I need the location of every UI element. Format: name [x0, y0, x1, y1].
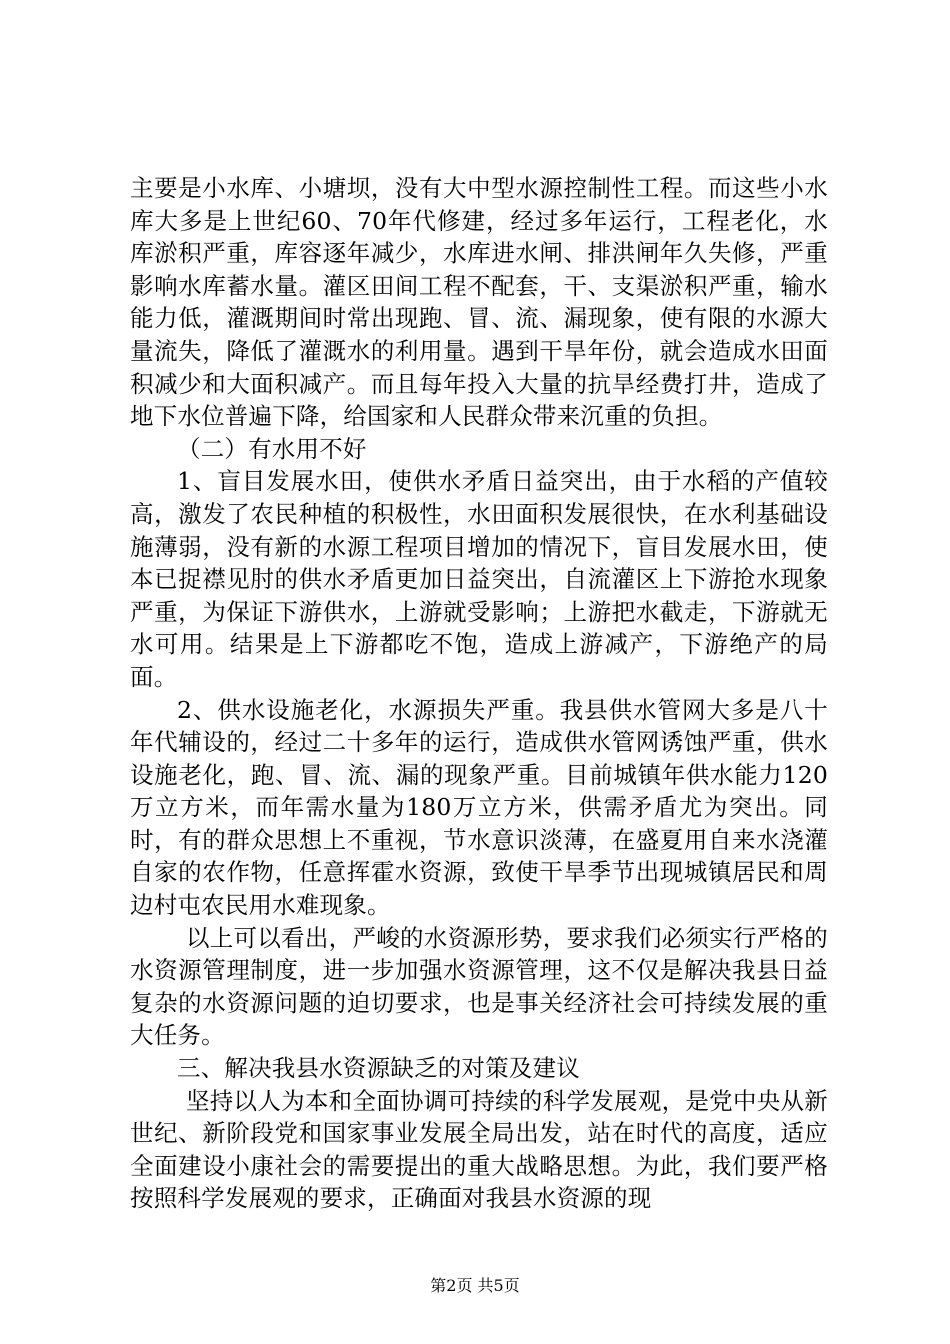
document-body: [130, 172, 828, 1215]
paragraph-paddy-expansion: 1、盲目发展水田，使供水矛盾日益突出，由于水稻的产值较高，激发了农民种植的积极性，水田面积发展很快，在水利基础设施薄弱，没有新的水源工程项目增加的情况下，盲目发展水田，使本已捉襟见肘的供水矛盾更加日益突出，自流灌区上下游抢水现象严重，为保证下游供水，上游就受影响；上游把水截走，下游就无水可用。结果是上下游都吃不饱，造成上游减产，下游绝产的局面。: [130, 467, 828, 691]
page-footer: [0, 1276, 950, 1296]
paragraph-facility-aging: 2、供水设施老化，水源损失严重。我县供水管网大多是八十年代辅设的，经过二十多年的运行，造成供水管网诱蚀严重，供水设施老化，跑、冒、流、漏的现象严重。目前城镇年供水能力120万立方米，而年需水量为180万立方米，供需矛盾尤为突出。同时，有的群众思想上不重视，节水意识淡薄，在盛夏用自来水浇灌自家的农作物，任意挥霍水资源，致使干旱季节出现城镇居民和周边村屯农民用水难现象。: [130, 695, 828, 920]
section-heading-water-use: （二）有水用不好: [177, 434, 367, 463]
page-number: 第2页 共5页: [430, 1276, 520, 1295]
section-heading-countermeasures: 三、解决我县水资源缺乏的对策及建议: [177, 1054, 580, 1083]
paragraph-water-source-status: 主要是小水库、小塘坝，没有大中型水源控制性工程。而这些小水库大多是上世纪60、70年代修建，经过多年运行，工程老化，水库淤积严重，库容逐年减少，水库进水闸、排洪闸年久失修，严重影响水库蓄水量。灌区田间工程不配套，干、支渠淤积严重，输水能力低，灌溉期间时常出现跑、冒、流、漏现象，使有限的水源大量流失，降低了灌溉水的利用量。遇到干旱年份，就会造成水田面积减少和大面积减产。而且每年投入大量的抗旱经费打井，造成了地下水位普遍下降，给国家和人民群众带来沉重的负担。: [130, 174, 828, 431]
paragraph-scientific-development: 坚持以人为本和全面协调可持续的科学发展观，是党中央从新世纪、新阶段党和国家事业发展全局出发，站在时代的高度，适应全面建设小康社会的需要提出的重大战略思想。为此，我们要严格按照科学发展观的要求，正确面对我县水资源的现: [130, 1086, 828, 1213]
paragraph-summary: 以上可以看出，严峻的水资源形势，要求我们必须实行严格的水资源管理制度，进一步加强水资源管理，这不仅是解决我县日益复杂的水资源问题的迫切要求，也是事关经济社会可持续发展的重大任务。: [130, 923, 828, 1050]
